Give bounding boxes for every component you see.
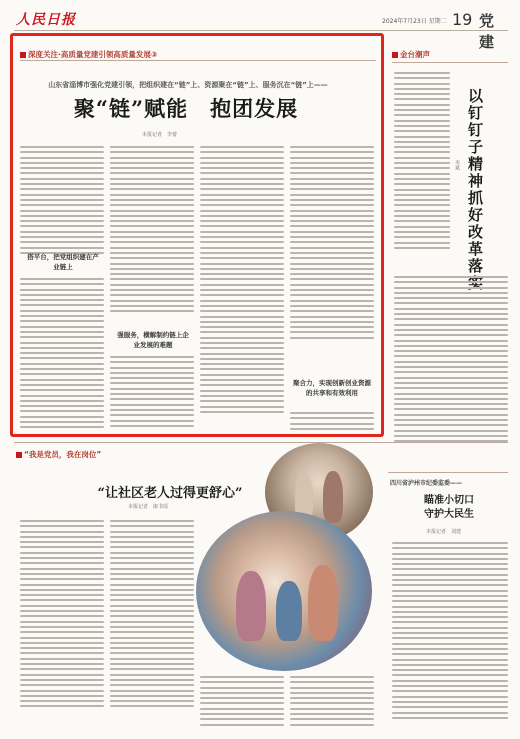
feature-subhead: 山东省淄博市强化党建引领，把组织建在“链”上、资源聚在“链”上、服务沉在“链”上—— <box>48 81 328 89</box>
column2-body-col-4 <box>290 676 374 729</box>
right-box-byline: 本报记者 刘建 <box>426 529 462 535</box>
photo-figure <box>323 471 343 523</box>
commentary-body-bottom <box>394 276 508 446</box>
masthead <box>14 8 508 51</box>
column2-body-col-2 <box>110 520 194 711</box>
column2-kicker-text: “我是党员，我在岗位” <box>24 450 102 459</box>
right-box-body <box>392 542 508 722</box>
section-divider <box>14 442 508 443</box>
column2-body-col-1 <box>20 520 104 711</box>
column2-kicker <box>16 449 101 460</box>
commentary-divider <box>392 62 508 63</box>
section-name: 党建 <box>479 12 495 51</box>
feature-headline: 聚“链”赋能 抱团发展 <box>73 96 299 121</box>
right-box-title: 四川省泸州市纪委监委—— <box>390 480 463 487</box>
issue-date: 2024年7月23日 星期二 <box>382 18 447 25</box>
photo-figure <box>236 571 266 641</box>
highlight-frame <box>10 33 384 437</box>
column2-headline: “让社区老人过得更舒心” <box>97 486 243 501</box>
kicker-square-icon <box>16 452 22 458</box>
commentary-kicker-text: 金台潮声 <box>400 50 430 59</box>
column2-body-col-3 <box>200 676 284 729</box>
commentary-kicker <box>392 49 430 60</box>
commentary-byline: 李斌 <box>454 160 460 170</box>
newspaper-logo: 人民日报 <box>16 12 76 28</box>
feature-subtitle-1: 搭平台，把党组织建在产业链上 <box>27 253 99 271</box>
community-photo-large <box>196 511 372 671</box>
photo-figure <box>308 565 338 641</box>
commentary-title: 以钉钉子精神抓好改革落 <box>468 87 484 275</box>
photo-figure <box>276 581 302 641</box>
kicker-square-icon <box>392 52 398 58</box>
right-box-divider <box>388 472 508 473</box>
column2-byline: 本报记者 康书瑶 <box>128 504 169 510</box>
feature-subtitle-2: 强服务，横解制约链上企业发展的难题 <box>117 331 189 349</box>
commentary-body-top <box>394 72 450 252</box>
feature-byline: 本报记者 李蕾 <box>142 132 178 138</box>
feature-subtitle-3: 聚合力，实现创新创业资源的共享和有效利用 <box>293 379 371 397</box>
page-number: 19 <box>452 10 473 29</box>
feature-kicker-text: 深度关注·高质量党建引领高质量发展③ <box>28 50 158 59</box>
right-box-headline: 瞄准小切口 守护大民生 <box>424 495 474 520</box>
